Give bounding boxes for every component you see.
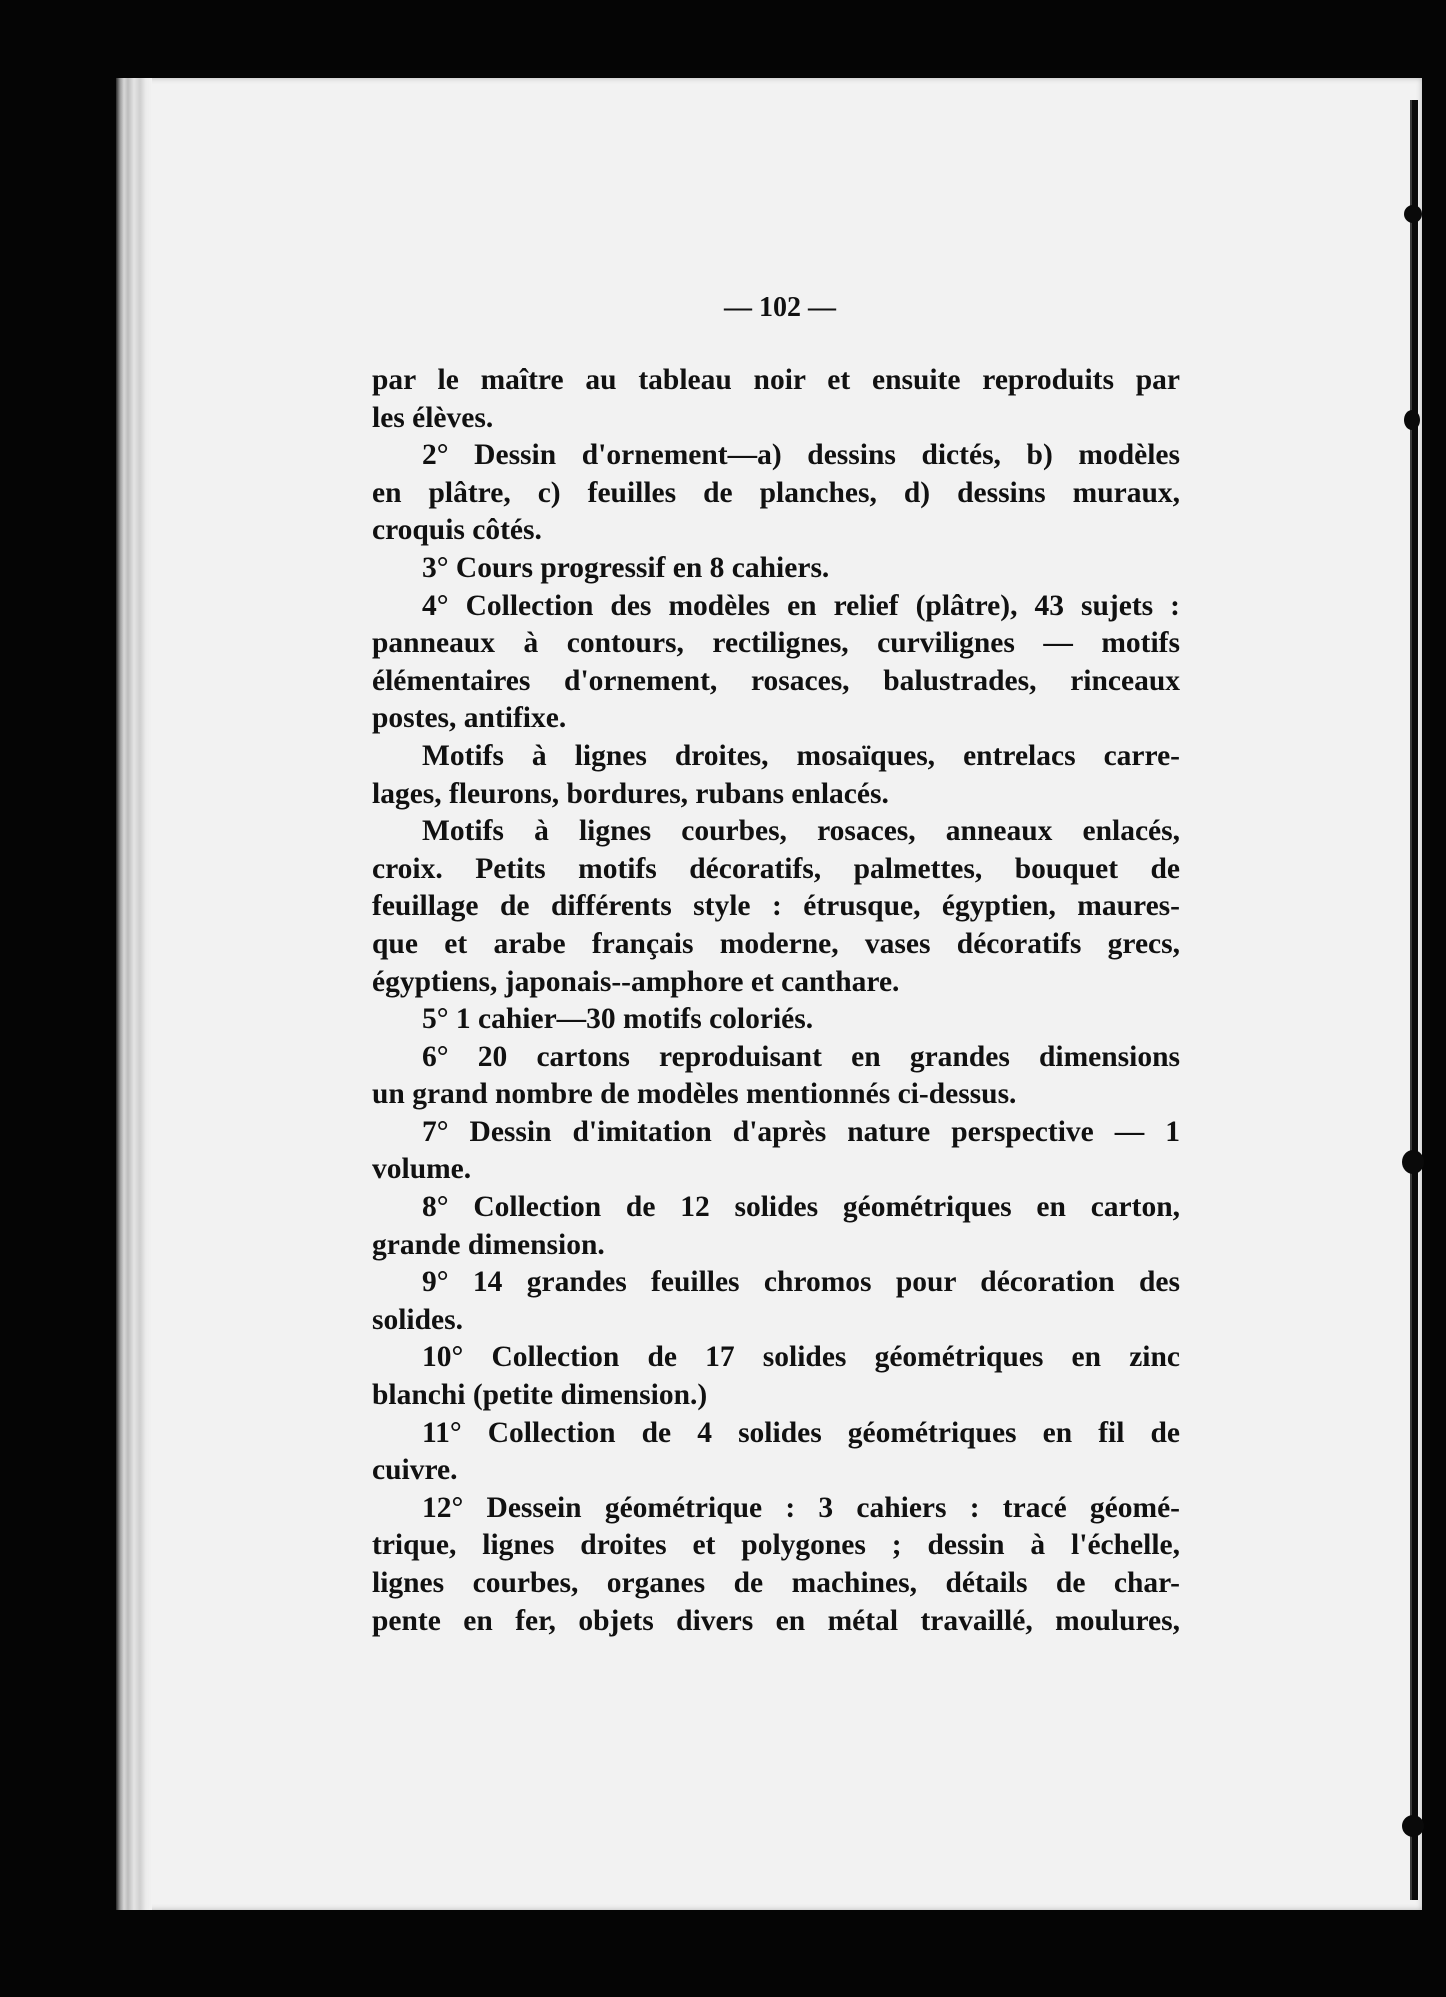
text-line: blanchi (petite dimension.) — [372, 1379, 708, 1412]
text-line: 12° Dessein géométrique : 3 cahiers : tracé géomé- — [422, 1491, 1180, 1524]
right-page-edge — [1410, 100, 1418, 1900]
text-line: 10° Collection de 17 solides géométriques en zinc — [422, 1341, 1180, 1374]
text-line: 9° 14 grandes feuilles chromos pour décoration des — [422, 1266, 1180, 1299]
text-line: lages, fleurons, bordures, rubans enlacés. — [372, 777, 889, 810]
text-line: feuillage de différents style : étrusque, égyptien, maures- — [372, 890, 1180, 923]
text-line: croix. Petits motifs décoratifs, palmettes, bouquet de — [372, 852, 1180, 885]
text-line: que et arabe français moderne, vases décoratifs grecs, — [372, 927, 1180, 960]
text-line: postes, antifixe. — [372, 702, 567, 735]
text-line: pente en fer, objets divers en métal travaillé, moulures, — [372, 1604, 1180, 1637]
text-line: 7° Dessin d'imitation d'après nature perspective — 1 — [422, 1115, 1180, 1148]
text-line: égyptiens, japonais--amphore et canthare. — [372, 965, 900, 998]
text-line: 3° Cours progressif en 8 cahiers. — [422, 551, 830, 584]
text-line: les élèves. — [372, 401, 494, 434]
text-line: 2° Dessin d'ornement—a) dessins dictés, b) modèles — [422, 439, 1180, 472]
text-line: lignes courbes, organes de machines, détails de char- — [372, 1567, 1180, 1599]
text-line: croquis côtés. — [372, 514, 542, 547]
body-text — [372, 362, 1180, 1640]
binding-mark — [1404, 410, 1420, 430]
text-line: Motifs à lignes courbes, rosaces, anneaux enlacés, — [422, 815, 1180, 848]
text-line: panneaux à contours, rectilignes, curvilignes — motifs — [372, 627, 1180, 660]
page-number: — 102 — — [724, 292, 836, 323]
text-line: par le maître au tableau noir et ensuite reproduits par — [372, 364, 1180, 396]
text-line: 5° 1 cahier—30 motifs coloriés. — [422, 1003, 814, 1036]
text-line: un grand nombre de modèles mentionnés ci-dessus. — [372, 1078, 1017, 1111]
text-line: solides. — [372, 1303, 463, 1336]
text-line: trique, lignes droites et polygones ; dessin à l'échelle, — [372, 1529, 1180, 1562]
page-gutter-shadow — [116, 78, 152, 1910]
text-line: élémentaires d'ornement, rosaces, balustrades, rinceaux — [372, 664, 1180, 697]
text-line: Motifs à lignes droites, mosaïques, entrelacs carre- — [422, 739, 1180, 772]
text-line: volume. — [372, 1153, 472, 1186]
binding-mark — [1402, 1150, 1424, 1174]
binding-mark — [1404, 205, 1422, 223]
text-line: cuivre. — [372, 1454, 458, 1487]
binding-mark — [1402, 1815, 1424, 1837]
text-line: en plâtre, c) feuilles de planches, d) dessins muraux, — [372, 476, 1180, 509]
text-line: 4° Collection des modèles en relief (plâtre), 43 sujets : — [422, 589, 1180, 622]
text-line: grande dimension. — [372, 1228, 605, 1261]
text-line: 6° 20 cartons reproduisant en grandes dimensions — [422, 1040, 1180, 1073]
text-line: 11° Collection de 4 solides géométriques en fil de — [422, 1416, 1180, 1449]
text-line: 8° Collection de 12 solides géométriques en carton, — [422, 1191, 1180, 1224]
